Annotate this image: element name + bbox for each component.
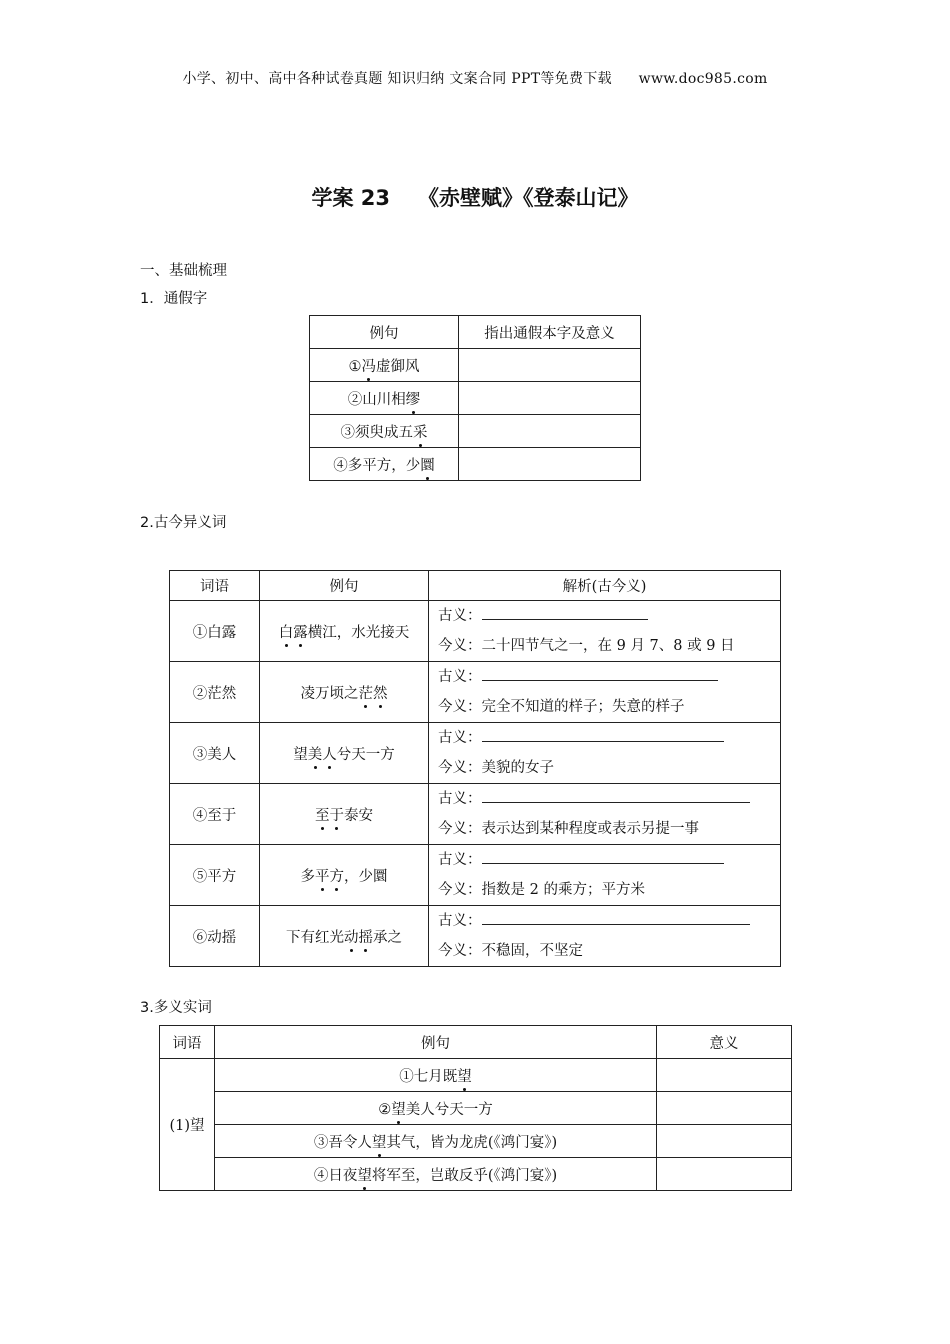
example-sentence: ①冯虚御风 <box>310 349 459 382</box>
word-cell: ⑥动摇 <box>170 906 260 967</box>
example-sentence: ②望美人兮天一方 <box>215 1092 657 1125</box>
title-works: 《赤壁赋》《登泰山记》 <box>418 186 639 210</box>
emphasis-char: 至 <box>315 804 330 825</box>
table-row <box>170 601 781 662</box>
emphasis-char <box>359 686 388 702</box>
example-sentence: 白露横江，水光接天 <box>260 601 429 662</box>
emphasis-char: 望 <box>457 1065 472 1086</box>
answer-cell[interactable] <box>459 382 641 415</box>
word-cell: ⑤平方 <box>170 845 260 906</box>
example-sentence: 凌万顷之茫然 <box>260 662 429 723</box>
table-row <box>160 1059 792 1092</box>
emphasis-char: 美 <box>308 743 323 764</box>
emphasis-char: 冯 <box>362 355 377 376</box>
emphasis-char: 人 <box>322 743 337 764</box>
gu-answer-blank[interactable] <box>482 725 724 742</box>
answer-cell[interactable] <box>657 1125 792 1158</box>
jin-meaning: 不稳固，不坚定 <box>481 943 583 959</box>
example-sentence: ④日夜望将军至，岂敢反乎(《鸿门宴》) <box>215 1158 657 1191</box>
analysis-cell: 古义： 今义：表示达到某种程度或表示另提一事 <box>429 784 781 845</box>
emphasis-char <box>279 625 308 641</box>
word-cell: (1)望 <box>160 1059 215 1191</box>
example-sentence: 下有红光动摇承之 <box>260 906 429 967</box>
gu-answer-blank[interactable] <box>482 908 750 925</box>
document-title <box>0 182 950 212</box>
analysis-cell: 古义： 今义：完全不知道的样子；失意的样子 <box>429 662 781 723</box>
table2-header-example: 例句 <box>260 571 429 601</box>
table-row <box>310 415 641 448</box>
example-sentence: ①七月既望 <box>215 1059 657 1092</box>
emphasis-char: 望 <box>357 1164 372 1185</box>
tongjiazi-table <box>309 315 641 481</box>
jin-meaning: 完全不知道的样子；失意的样子 <box>481 699 685 715</box>
page-header <box>0 68 950 88</box>
emphasis-char: 缪 <box>406 388 421 409</box>
example-sentence: 多平方，少圜 <box>260 845 429 906</box>
section-heading: 一、基础梳理 <box>140 263 227 279</box>
table-row <box>170 662 781 723</box>
gu-answer-blank[interactable] <box>482 664 718 681</box>
jin-meaning: 指数是 2 的乘方；平方米 <box>481 882 645 898</box>
emphasis-char <box>308 747 337 763</box>
table-row <box>170 906 781 967</box>
answer-cell[interactable] <box>657 1092 792 1125</box>
table-row <box>160 1158 792 1191</box>
header-text: 小学、初中、高中各种试卷真题 知识归纳 文案合同 PPT等免费下载 <box>182 71 612 87</box>
table2-header-analysis: 解析(古今义) <box>429 571 781 601</box>
table1-header-example: 例句 <box>310 316 459 349</box>
table3-header-example: 例句 <box>215 1026 657 1059</box>
emphasis-char: 茫 <box>359 682 374 703</box>
emphasis-char: 望 <box>372 1131 387 1152</box>
table-row <box>310 448 641 481</box>
table1-header-meaning: 指出通假本字及意义 <box>459 316 641 349</box>
gu-answer-blank[interactable] <box>482 847 724 864</box>
answer-cell[interactable] <box>459 448 641 481</box>
table3-header-meaning: 意义 <box>657 1026 792 1059</box>
title-main: 学案 23 <box>311 186 391 210</box>
example-sentence: ④多平方，少圜 <box>310 448 459 481</box>
table-row <box>160 1125 792 1158</box>
word-cell: ②茫然 <box>170 662 260 723</box>
example-sentence: 至于泰安 <box>260 784 429 845</box>
emphasis-char: 方 <box>330 865 345 886</box>
word-cell: ③美人 <box>170 723 260 784</box>
word-cell: ④至于 <box>170 784 260 845</box>
word-cell: ①白露 <box>170 601 260 662</box>
header-url: www.doc985.com <box>638 71 768 87</box>
emphasis-char: 摇 <box>359 926 374 947</box>
analysis-cell: 古义： 今义：美貌的女子 <box>429 723 781 784</box>
emphasis-char: 白 <box>279 621 294 642</box>
duoyi-shici-table <box>159 1025 792 1191</box>
table-row <box>170 845 781 906</box>
emphasis-char <box>315 869 344 885</box>
answer-cell[interactable] <box>459 415 641 448</box>
answer-cell[interactable] <box>459 349 641 382</box>
table-row <box>310 349 641 382</box>
table-row <box>310 382 641 415</box>
subsection-gujinyiyi: 2.古今异义词 <box>140 515 227 531</box>
emphasis-char: 望 <box>391 1098 406 1119</box>
example-sentence: ③吾令人望其气，皆为龙虎(《鸿门宴》) <box>215 1125 657 1158</box>
emphasis-char: 然 <box>373 682 388 703</box>
emphasis-char <box>315 808 344 824</box>
subsection-tongjiazi: 1．通假字 <box>140 291 208 307</box>
emphasis-char <box>344 930 373 946</box>
gu-answer-blank[interactable] <box>482 603 648 620</box>
analysis-cell: 古义： 今义：不稳固，不坚定 <box>429 906 781 967</box>
table-row <box>160 1092 792 1125</box>
emphasis-char: 采 <box>413 421 428 442</box>
jin-meaning: 二十四节气之一，在 9 月 7、8 或 9 日 <box>481 638 735 654</box>
answer-cell[interactable] <box>657 1059 792 1092</box>
table-row <box>170 723 781 784</box>
gu-answer-blank[interactable] <box>482 786 750 803</box>
emphasis-char: 平 <box>315 865 330 886</box>
subsection-duoyishici: 3.多义实词 <box>140 1000 212 1016</box>
table3-header-word: 词语 <box>160 1026 215 1059</box>
jin-meaning: 表示达到某种程度或表示另提一事 <box>481 821 699 837</box>
emphasis-char: 动 <box>344 926 359 947</box>
emphasis-char: 露 <box>293 621 308 642</box>
answer-cell[interactable] <box>657 1158 792 1191</box>
example-sentence: ②山川相缪 <box>310 382 459 415</box>
table-row <box>170 784 781 845</box>
gujin-yiyi-table <box>169 570 781 967</box>
example-sentence: 望美人兮天一方 <box>260 723 429 784</box>
emphasis-char: 圜 <box>420 454 435 475</box>
analysis-cell: 古义： 今义：指数是 2 的乘方；平方米 <box>429 845 781 906</box>
jin-meaning: 美貌的女子 <box>481 760 554 776</box>
emphasis-char: 于 <box>330 804 345 825</box>
table2-header-word: 词语 <box>170 571 260 601</box>
analysis-cell: 古义： 今义：二十四节气之一，在 9 月 7、8 或 9 日 <box>429 601 781 662</box>
example-sentence: ③须臾成五采 <box>310 415 459 448</box>
